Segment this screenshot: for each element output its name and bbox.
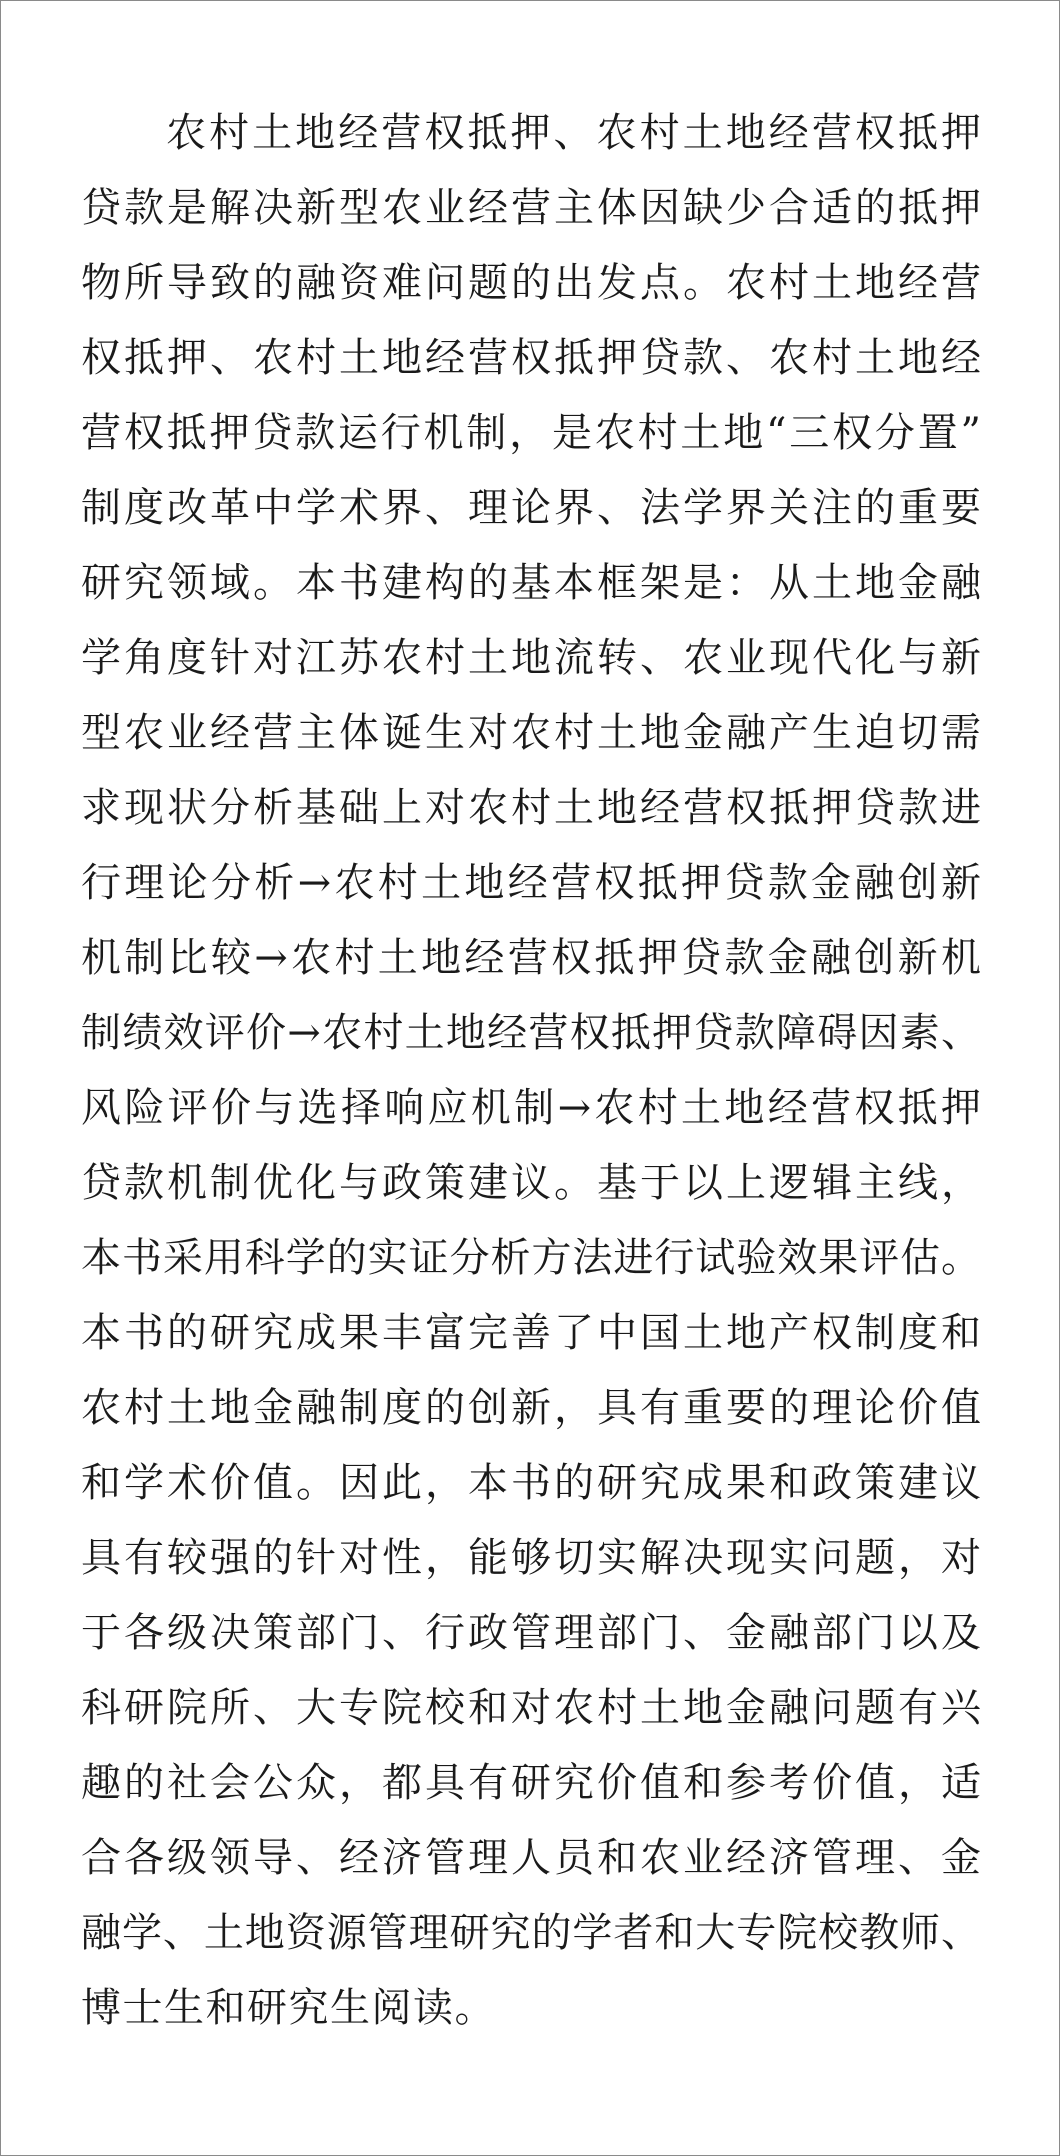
paragraph-line: 科研院所、大专院校和对农村土地金融问题有兴 [81,1685,981,1731]
paragraph-line: 和学术价值。因此，本书的研究成果和政策建议 [81,1460,981,1506]
paragraph-line: 博士生和研究生阅读。 [81,1985,496,2031]
paragraph-line: 型农业经营主体诞生对农村土地金融产生迫切需 [81,710,981,756]
paragraph-line: 学角度针对江苏农村土地流转、农业现代化与新 [81,635,981,681]
paragraph-line: 制绩效评价→农村土地经营权抵押贷款障碍因素、 [81,1010,981,1056]
paragraph-line: 权抵押、农村土地经营权抵押贷款、农村土地经 [81,335,981,381]
paragraph-line: 趣的社会公众，都具有研究价值和参考价值，适 [81,1760,981,1806]
paragraph-line: 合各级领导、经济管理人员和农业经济管理、金 [81,1835,981,1881]
paragraph-line: 求现状分析基础上对农村土地经营权抵押贷款进 [81,785,981,831]
paragraph-line: 研究领域。本书建构的基本框架是：从土地金融 [81,560,981,606]
paragraph-line: 本书的研究成果丰富完善了中国土地产权制度和 [81,1310,981,1356]
paragraph-line: 机制比较→农村土地经营权抵押贷款金融创新机 [81,935,981,981]
paragraph-line: 农村土地金融制度的创新，具有重要的理论价值 [81,1385,981,1431]
paragraph-line: 风险评价与选择响应机制→农村土地经营权抵押 [81,1085,981,1131]
paragraph-line: 制度改革中学术界、理论界、法学界关注的重要 [81,485,981,531]
paragraph-line: 物所导致的融资难问题的出发点。农村土地经营 [81,260,981,306]
paragraph-line: 农村土地经营权抵押、农村土地经营权抵押 [166,110,981,156]
paragraph-line: 行理论分析→农村土地经营权抵押贷款金融创新 [81,860,981,906]
paragraph-line: 于各级决策部门、行政管理部门、金融部门以及 [81,1610,981,1656]
paragraph-line: 本书采用科学的实证分析方法进行试验效果评估。 [81,1235,981,1281]
paragraph-line: 贷款是解决新型农业经营主体因缺少合适的抵押 [81,185,981,231]
paragraph-line: 融学、土地资源管理研究的学者和大专院校教师、 [81,1910,981,1956]
paragraph-line: 贷款机制优化与政策建议。基于以上逻辑主线， [81,1160,981,1206]
body-paragraph [81,96,981,2046]
paragraph-line: 营权抵押贷款运行机制，是农村土地“三权分置” [81,410,981,456]
paragraph-line: 具有较强的针对性，能够切实解决现实问题，对 [81,1535,981,1581]
